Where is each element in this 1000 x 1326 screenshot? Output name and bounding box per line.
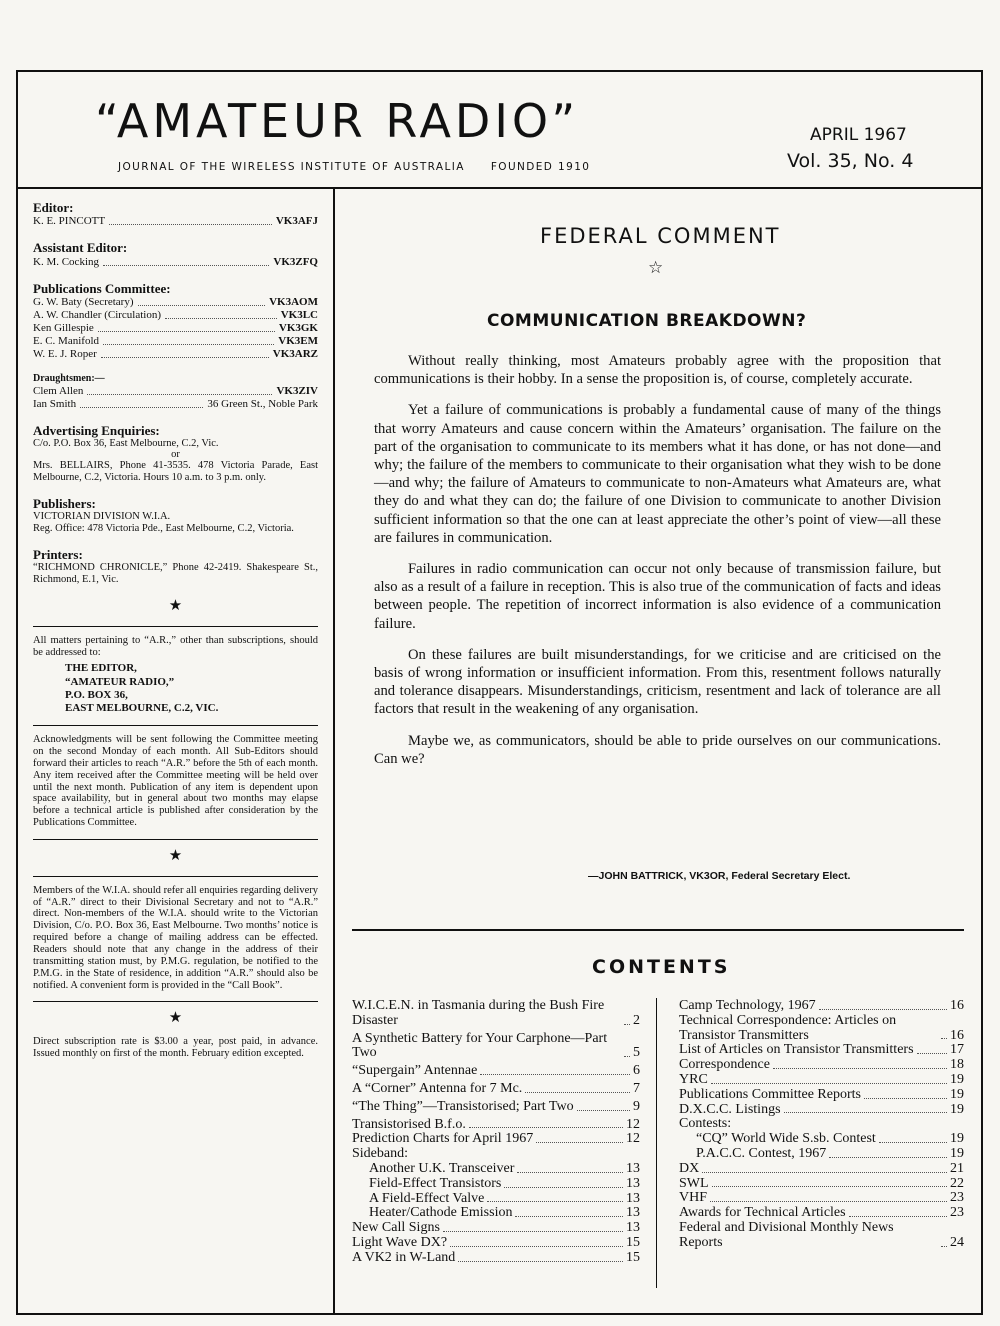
issue-volume: Vol. 35, No. 4	[787, 150, 914, 172]
matters-notice: All matters pertaining to “A.R.,” other than subscriptions, should be addressed to:	[33, 634, 318, 658]
entry-page: 12	[626, 1131, 640, 1147]
contents-group-heading: Contests:	[679, 1116, 732, 1132]
editorial-paragraph: Maybe we, as communicators, should be able to pride ourselves on our communications. Can we?	[374, 732, 941, 767]
editor-heading: Editor:	[33, 200, 74, 215]
contents-entry[interactable]	[679, 999, 964, 1014]
entry-title: Heater/Cathode Emission	[369, 1205, 513, 1221]
star-ornament: ★	[168, 848, 183, 865]
entry-title: Camp Technology, 1967	[679, 998, 816, 1013]
entry-title: Prediction Charts for April 1967	[352, 1131, 534, 1147]
contents-entry[interactable]	[679, 1206, 964, 1221]
editorial-paragraph: Yet a failure of communications is probably a fundamental cause of many of the things that worry Amateurs and cause concern within the Amateurs’ organisation. The failure on the part of the organisation to communicate to its members what it has done, or has not done—and why; the failure of the members to communicate to their organisation what they wish to be done—and why; the failure of Amateurs to communicate to non-Amateurs what Amateurs are, what they do and what they can do; the failure of one Division to communicate to another Division sufficient information so that the one can at least appreciate the other’s point of view—all these are failures in communication.	[374, 402, 941, 546]
entry-title: Transistorised B.f.o.	[352, 1116, 466, 1132]
entry-page: 15	[626, 1249, 640, 1265]
members-notice: Members of the W.I.A. should refer all enquiries regarding delivery of “A.R.” direct to their Divisional Secretary and not to “A.R.” direct. Non-members of the W.I.A. should write to the Victorian Division, C/o. P.O. Box 36, East Melbourne. Two months’ notice is required before a change of mailing address can be effected. Readers should note that any change in the address of their transmitting station must, by P.M.G. regulation, be notified to the P.M.G. in the State of residence, in addition “A.R.” should also be notified. A convenient form is provided in the “Call Book”.	[33, 884, 318, 991]
assistant-editor-row	[33, 256, 318, 269]
call-sign: VK3AOM	[269, 295, 318, 308]
contents-entry[interactable]	[352, 999, 640, 1029]
masthead-rule	[16, 187, 983, 189]
advertising-heading: Advertising Enquiries:	[33, 422, 160, 438]
contents-left-column	[352, 999, 640, 1266]
committee-row	[33, 322, 318, 335]
contents-column-rule	[656, 998, 657, 1288]
entry-title: “The Thing”—Transistorised; Part Two	[352, 1098, 574, 1114]
contents-entry[interactable]	[352, 1177, 640, 1192]
entry-title: P.A.C.C. Contest, 1967	[696, 1145, 827, 1161]
call-sign: VK3LC	[280, 308, 318, 321]
issue-date: APRIL 1967	[810, 125, 907, 145]
entry-title: D.X.C.C. Listings	[679, 1101, 781, 1117]
entry-page: 9	[633, 1098, 640, 1114]
entry-page: 18	[950, 1057, 964, 1073]
entry-page: 19	[950, 1086, 964, 1102]
entry-page: 12	[626, 1116, 640, 1132]
editorial-signature: —JOHN BATTRICK, VK3OR, Federal Secretary Elect.	[588, 870, 851, 882]
call-sign: VK3ARZ	[272, 347, 318, 360]
staff-name: Ken Gillespie	[33, 321, 94, 334]
editor-row	[33, 215, 318, 228]
contents-entry[interactable]	[679, 1221, 964, 1251]
staff-address: 36 Green St., Noble Park	[207, 397, 318, 410]
entry-page: 15	[626, 1234, 640, 1250]
entry-page: 21	[950, 1160, 964, 1176]
assistant-editor-heading: Assistant Editor:	[33, 240, 128, 256]
contents-entry[interactable]	[352, 1221, 640, 1236]
contents-entry[interactable]	[679, 1103, 964, 1118]
entry-page: 7	[633, 1080, 640, 1096]
contents-entry[interactable]	[679, 1147, 964, 1162]
entry-title: W.I.C.E.N. in Tasmania during the Bush Fire Disaster	[352, 998, 605, 1028]
address-line: EAST MELBOURNE, C.2, VIC.	[65, 701, 219, 714]
contents-entry[interactable]	[352, 1162, 640, 1177]
entry-title: VHF	[679, 1190, 708, 1206]
contents-right-column	[679, 999, 964, 1251]
entry-page: 2	[633, 1012, 640, 1028]
entry-page: 24	[950, 1234, 964, 1250]
entry-title: Field-Effect Transistors	[369, 1175, 502, 1191]
entry-page: 23	[950, 1190, 964, 1206]
entry-title: SWL	[679, 1175, 709, 1191]
staff-name: K. E. PINCOTT	[33, 215, 106, 228]
entry-title: DX	[679, 1160, 700, 1176]
contents-entry[interactable]	[679, 1177, 964, 1192]
contents-entry[interactable]	[352, 1236, 640, 1251]
divider	[33, 725, 318, 726]
committee-row	[33, 309, 318, 322]
entry-page: 13	[626, 1175, 640, 1191]
section-heading: FEDERAL COMMENT	[540, 224, 781, 248]
divider	[33, 1001, 318, 1002]
contents-entry[interactable]	[352, 1251, 640, 1266]
call-sign: VK3EM	[278, 334, 318, 347]
address-line: THE EDITOR,	[65, 662, 137, 675]
divider	[33, 626, 318, 627]
publishers-heading: Publishers:	[33, 495, 96, 511]
masthead-title: “AMATEUR RADIO”	[95, 94, 580, 148]
contents-entry[interactable]	[352, 1192, 640, 1207]
entry-title: Correspondence	[679, 1057, 770, 1073]
entry-page: 16	[950, 1027, 964, 1043]
contents-rule	[352, 929, 964, 931]
entry-page: 17	[950, 1042, 964, 1058]
contents-entry[interactable]	[352, 1100, 640, 1115]
star-ornament: ★	[168, 1010, 183, 1027]
address-line: P.O. BOX 36,	[65, 688, 128, 701]
entry-title: List of Articles on Transistor Transmitters	[679, 1042, 914, 1058]
draughtsman-row	[33, 385, 318, 398]
contents-entry[interactable]	[679, 1073, 964, 1088]
printers-details: “RICHMOND CHRONICLE,” Phone 42-2419. Shakespeare St., Richmond, E.1, Vic.	[33, 562, 318, 586]
publishers-office: Reg. Office: 478 Victoria Pde., East Melbourne, C.2, Victoria.	[33, 523, 294, 535]
entry-title: A “Corner” Antenna for 7 Mc.	[352, 1080, 523, 1096]
entry-title: New Call Signs	[352, 1220, 440, 1236]
masthead-subtitle	[118, 161, 590, 173]
entry-title: “CQ” World Wide S.sb. Contest	[696, 1131, 876, 1147]
contents-entry[interactable]	[679, 1191, 964, 1206]
advertising-contact: Mrs. BELLAIRS, Phone 41-3535. 478 Victoria Parade, East Melbourne, C.2, Victoria. Hours 10 a.m. to 3 p.m. only.	[33, 460, 318, 484]
contents-entry[interactable]	[679, 1088, 964, 1103]
entry-page: 6	[633, 1063, 640, 1079]
staff-name: G. W. Baty (Secretary)	[33, 295, 134, 308]
printers-heading: Printers:	[33, 546, 83, 562]
committee-row	[33, 296, 318, 309]
entry-page: 5	[633, 1045, 640, 1061]
draughtsmen-heading: Draughtsmen:—	[33, 372, 105, 384]
entry-title: “Supergain” Antennae	[352, 1063, 478, 1079]
entry-page: 13	[626, 1190, 640, 1206]
editorial-body	[374, 352, 941, 781]
acknowledgments-notice: Acknowledgments will be sent following the Committee meeting on the second Monday of each month. All Sub-Editors should forward their articles to reach “A.R.” before the 5th of each month. Any item received after the Committee meeting will be held over until the next month. Publication of any item is dependent upon space availability, but in general about two months may elapse before a technical article is published after consideration by the Publications Committee.	[33, 734, 318, 829]
call-sign: VK3AFJ	[275, 215, 318, 228]
staff-name: A. W. Chandler (Circulation)	[33, 308, 162, 321]
contents-entry[interactable]	[352, 1064, 640, 1079]
entry-page: 13	[626, 1205, 640, 1221]
entry-page: 23	[950, 1205, 964, 1221]
committee-row	[33, 335, 318, 348]
contents-entry[interactable]	[679, 1162, 964, 1177]
contents-entry[interactable]	[679, 1014, 964, 1044]
contents-entry[interactable]	[352, 1206, 640, 1221]
contents-entry[interactable]	[679, 1058, 964, 1073]
entry-title: A VK2 in W-Land	[352, 1249, 456, 1265]
staff-name: E. C. Manifold	[33, 334, 99, 347]
entry-page: 19	[950, 1101, 964, 1117]
entry-page: 16	[950, 998, 964, 1013]
call-sign: VK3GK	[278, 321, 318, 334]
contents-entry[interactable]	[679, 1132, 964, 1147]
staff-column	[33, 200, 318, 1060]
entry-page: 13	[626, 1220, 640, 1236]
draughtsman-row	[33, 398, 318, 411]
staff-name: Clem Allen	[33, 384, 84, 397]
divider	[33, 876, 318, 877]
staff-name: Ian Smith	[33, 397, 77, 410]
address-line: “AMATEUR RADIO,”	[65, 675, 175, 688]
advertising-address: C/o. P.O. Box 36, East Melbourne, C.2, Vic.	[33, 437, 219, 449]
editorial-paragraph: Without really thinking, most Amateurs probably agree with the proposition that communications is their hobby. In a sense the proposition is, of course, completely accurate.	[374, 353, 941, 388]
staff-name: K. M. Cocking	[33, 255, 99, 268]
subscription-notice: Direct subscription rate is $3.00 a year, post paid, in advance. Issued monthly on first of the month. February edition excepted.	[33, 1036, 318, 1059]
contents-entry[interactable]	[352, 1082, 640, 1097]
staff-name: W. E. J. Roper	[33, 347, 97, 360]
contents-entry[interactable]	[352, 1118, 640, 1133]
editorial-paragraph: Failures in radio communication can occur not only because of transmission failure, but also as a result of a failure in reception. This is also true of the communication of facts and ideas between people. The repetition of incorrect information is also evidence of a communication failure.	[374, 561, 941, 632]
entry-title: Federal and Divisional Monthly News Reports	[679, 1219, 894, 1250]
founded-year: FOUNDED 1910	[490, 161, 591, 173]
entry-title: YRC	[679, 1071, 708, 1087]
entry-title: Another U.K. Transceiver	[369, 1160, 515, 1176]
editorial-paragraph: On these failures are built misunderstandings, for we criticise and are criticised on the basis of wrong information or insufficient information. From this, resentment follows naturally and tolerance disappears. Misunderstandings, criticism, resentment and lack of tolerance are all factors that result in the weakening of any organisation.	[374, 646, 941, 718]
entry-title: Technical Correspondence: Articles on Transistor Transmitters	[679, 1012, 897, 1043]
entry-title: A Synthetic Battery for Your Carphone—Part Two	[352, 1030, 608, 1061]
publishers-name: VICTORIAN DIVISION W.I.A.	[33, 511, 171, 523]
contents-entry[interactable]	[679, 1043, 964, 1058]
call-sign: VK3ZFQ	[273, 255, 318, 268]
star-ornament: ★	[168, 598, 183, 614]
divider	[33, 839, 318, 840]
entry-title: A Field-Effect Valve	[369, 1190, 485, 1206]
contents-heading: CONTENTS	[592, 956, 731, 978]
advertising-or: or	[171, 448, 180, 460]
publications-committee-heading: Publications Committee:	[33, 280, 171, 296]
entry-title: Publications Committee Reports	[679, 1086, 861, 1102]
entry-page: 13	[626, 1160, 640, 1176]
contents-entry[interactable]	[352, 1032, 640, 1062]
column-rule	[333, 188, 335, 1315]
editor-address	[33, 662, 318, 715]
committee-row	[33, 348, 318, 361]
call-sign: VK3ZIV	[276, 384, 318, 397]
contents-entry[interactable]	[352, 1132, 640, 1147]
entry-title: Light Wave DX?	[352, 1234, 448, 1250]
star-icon: ☆	[648, 258, 664, 277]
editorial-title: COMMUNICATION BREAKDOWN?	[487, 311, 807, 331]
journal-subtitle: JOURNAL OF THE WIRELESS INSTITUTE OF AUSTRALIA	[118, 161, 465, 173]
contents-group-heading: Sideband:	[352, 1146, 408, 1162]
entry-page: 22	[950, 1175, 964, 1191]
entry-title: Awards for Technical Articles	[679, 1205, 846, 1221]
entry-page: 19	[950, 1131, 964, 1147]
entry-page: 19	[950, 1145, 964, 1161]
entry-page: 19	[950, 1071, 964, 1087]
